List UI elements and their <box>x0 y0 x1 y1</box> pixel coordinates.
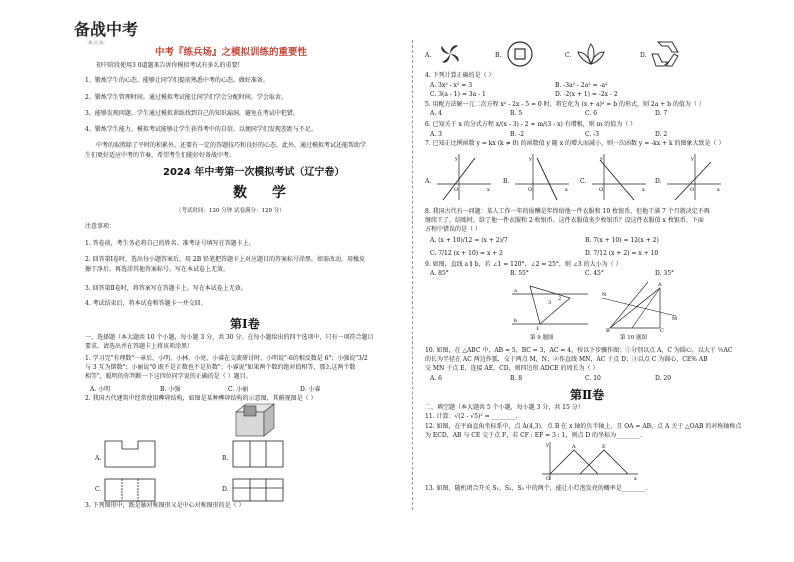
notice-item: 1. 答卷前，考生务必将自己的姓名、准考证号填写在答题卡上。 <box>85 240 255 247</box>
q4-option-c: C. 3(a - 1) = 3a - 1 <box>430 91 486 98</box>
question-7: 7. 已知正比例函数 y = kx (k ≠ 0) 的函数值 y 随 x 的增大而减小，则一次函数 y = -kx + k 的图象大致是（ ） <box>425 140 725 147</box>
figure-9-parallel-lines <box>510 280 590 332</box>
question-1: 与 3 互为倒数"；小丽说"0 既不是正数也不是负数"；小睿说"如果两个数的绝对值相等，那么这两个数 <box>85 364 356 371</box>
page-divider <box>412 40 413 510</box>
svg-text:x: x <box>634 476 637 482</box>
exam-subject: 数 学 <box>233 185 296 201</box>
svg-text:y: y <box>600 156 603 162</box>
section-two-desc: 二、填空题（本大题共 5 个小题，每小题 3 分，共 15 分） <box>425 404 584 411</box>
question-11: 11. 计算：√(2 - √5)² = ________. <box>425 413 518 420</box>
recycle-figure <box>650 40 680 68</box>
svg-text:N: N <box>602 292 607 298</box>
q2-option-c-figure <box>104 478 156 502</box>
svg-text:x: x <box>487 187 490 193</box>
q3-option-d: D. <box>640 52 647 59</box>
svg-text:y: y <box>691 156 694 162</box>
svg-text:O: O <box>690 187 695 193</box>
question-13: 13. 如图，随机闭合开关 S₁、S₂、S₃ 中的两个，能让小灯泡发亮的概率是________. <box>425 485 648 492</box>
svg-text:2: 2 <box>558 296 562 302</box>
q8-option-a: A. (x + 10)/12 = (x + 2)/7 <box>430 237 508 244</box>
q2-option-c: C. <box>95 486 102 493</box>
question-9: 9. 如图，直线 a ∥ b，若 ∠1 = 120°，∠2 = 25°，则 ∠3 的大小为（ ） <box>425 261 622 268</box>
question-8: 方程中错误的是（ ） <box>425 226 481 233</box>
intro-line: 2、锻炼学生管理时间。通过模拟考试能让同学们学会分配时间，学会取舍。 <box>85 94 287 101</box>
notice-item: 4. 考试结束后，将本试卷和答题卡一并交回。 <box>85 300 207 307</box>
q10-option-d: D. 20 <box>655 375 672 382</box>
q5-option-d: D. 7 <box>655 110 668 117</box>
notice-item: 2. 回答第Ⅰ卷时，选出每小题答案后，用 2B 铅笔把答题卡上对应题目的答案标号涂黑。如需改动，用橡皮 <box>85 256 366 263</box>
notice-item: 3. 回答第Ⅱ卷时，将答案写在答题卡上。写在本试卷上无效。 <box>85 285 247 292</box>
q7-graph-d <box>665 152 723 202</box>
q7-option-c: C. <box>580 178 587 185</box>
svg-text:O: O <box>546 476 551 482</box>
q2-option-d: D. <box>222 486 229 493</box>
svg-text:A: A <box>572 444 576 450</box>
question-4: 4. 下列计算正确的是（ ） <box>425 72 495 79</box>
question-8: 继续干了，结账时，给了他一件衣服和 2 枚银币。这件衣服值多少枚银币？设这件衣服值 x 枚银币，下面 <box>425 217 704 224</box>
svg-text:x: x <box>642 187 645 193</box>
q6-option-a: A. 3 <box>430 131 442 138</box>
svg-text:E: E <box>602 444 606 450</box>
q5-option-a: A. 4 <box>430 110 442 117</box>
q8-option-b: B. 7(x + 10) = 12(x + 2) <box>585 237 659 244</box>
svg-text:y: y <box>529 156 532 162</box>
section-one-desc: 要求，请选出并在答题卡上将该项涂黑） <box>85 343 194 350</box>
svg-text:1: 1 <box>536 326 540 332</box>
pinwheel-figure <box>436 40 464 68</box>
q2-option-b-figure <box>232 440 284 468</box>
svg-text:y: y <box>455 156 458 162</box>
brand-logo <box>72 17 140 47</box>
q2-option-a-figure <box>104 440 156 468</box>
svg-text:y: y <box>546 442 549 448</box>
svg-text:x: x <box>717 187 720 193</box>
question-2: 2. 我国古代建筑中经常使用榫卯结构，如图是某种榫卯结构的示意图，其俯视图是（ ） <box>85 395 317 402</box>
svg-text:C: C <box>660 328 664 332</box>
q2-option-d-figure <box>232 478 284 502</box>
svg-text:B: B <box>606 328 610 332</box>
q6-option-d: D. 2 <box>655 131 668 138</box>
q2-option-b: B. <box>222 455 229 462</box>
question-12-coordinate-figure <box>540 440 640 482</box>
question-1: 1. 学习完"有理数"一章后，小明、小林、小亮、小睿在交流研讨时，小明说"-6的相反数是 6"；小强说"3/2 <box>85 355 368 362</box>
q4-option-d: D. -2(x + 1) = -2x - 2 <box>555 91 618 98</box>
question-8: 8. 我国古代有一问题：某人工作一年的报酬是年终给他一件衣服和 10 枚银币，但他干满 7 个月就决定不再 <box>425 208 710 215</box>
svg-text:O: O <box>454 187 459 193</box>
q7-graph-b <box>513 152 571 202</box>
q8-option-c: C. 7/12 (x + 10) = x + 2 <box>430 250 503 257</box>
exam-title: 2024 年中考第一次模拟考试（辽宁卷） <box>163 167 345 178</box>
svg-text:3: 3 <box>548 300 552 306</box>
q8-option-d: D. 7/12 (x + 2) = x + 10 <box>585 250 659 257</box>
q2-option-a: A. <box>95 455 102 462</box>
svg-text:b: b <box>514 318 518 324</box>
question-10: 的长为半径在 AC 两边作弧，交于两点 M，N；②作直线 MN，AC 于点 D；③以点 C 为圆心，CE% AB <box>425 356 708 363</box>
q5-option-c: C. 6 <box>585 110 598 117</box>
q4-option-a: A. 3x² - x² = 3 <box>430 82 473 89</box>
lotus-figure <box>576 42 606 66</box>
svg-text:x: x <box>565 187 568 193</box>
intro-line: 中考的取胜除了平时的积累外，还要有一定的答题技巧和良好的心态。此外，通过模拟考试还能帮助学 <box>96 142 367 149</box>
q3-option-c: C. <box>565 52 572 59</box>
question-1: 相等"，聪明的你判断一下这四位同学说的正确的是（ ）题目。 <box>85 373 252 380</box>
question-12: 12. 如图，在平面直角坐标系中，点 A(4,3)，点 B 在 x 轴的负半轴上，且 OA = AB，点 A 关于 △OAB 的对称轴称点 <box>425 423 742 430</box>
q9-option-b: B. 55° <box>510 270 529 277</box>
figure-10-caption: 第 10 题图 <box>620 335 647 341</box>
q1-option-c: C. 小丽 <box>228 386 249 393</box>
svg-text:O: O <box>528 187 533 193</box>
intro-line: 4、锻炼学生能力。模拟考试能够让学生获得考中的自信，以便同学们发现差距与不足。 <box>85 126 317 133</box>
q7-option-d: D. <box>655 178 662 185</box>
q4-option-b: B. -3a² - 2a² = -a² <box>555 82 608 89</box>
question-3: 3. 下列图形中，既是轴对称图形又是中心对称图形的是（ ） <box>85 502 245 509</box>
q9-option-c: C. 45° <box>585 270 604 277</box>
notice-item: 擦干净后，再选涂其他答案标号。写在本试卷上无效。 <box>85 266 230 273</box>
q10-option-b: B. 8 <box>510 375 523 382</box>
q9-option-a: A. 85° <box>430 270 449 277</box>
notice-title: 注意事项： <box>85 223 116 230</box>
svg-text:· 练 兵 场 ·: · 练 兵 场 · <box>86 40 106 45</box>
q10-option-a: A. 6 <box>430 375 442 382</box>
intro-line: 1、锻炼学生的心态。能够让同学们提前熟悉中考的心态。做好准备。 <box>85 77 269 84</box>
svg-text:备战中考: 备战中考 <box>74 20 139 39</box>
q3-option-b: B. <box>495 52 502 59</box>
intro-line: 3、能够发现问题。学生通过模拟训练找到自己的知识漏洞，避免在考试中犯错。 <box>85 110 299 117</box>
exam-meta: （考试时间：120 分钟 试卷满分：120 分） <box>176 208 285 214</box>
figure-10-triangle <box>600 280 680 332</box>
section-two-title: 第Ⅱ卷 <box>570 388 605 402</box>
svg-text:M: M <box>672 316 678 322</box>
question-10: 交 MN 于点 E，连接 AE，CD，则四边形 ADCE 的周长为（ ） <box>425 365 599 372</box>
intro-line: 初中阶段使用3 0道题来告诉你模拟考试有多么的重要! <box>96 62 240 69</box>
question-12: 为 ECD，AB 与 CE 交于点 F，若 CF : EF = 3 : 1，则点 D 的坐标为________. <box>425 432 643 439</box>
section-one-title: 第Ⅰ卷 <box>230 317 260 331</box>
q6-option-c: C. -3 <box>585 131 600 138</box>
coin-figure <box>506 40 534 68</box>
mortise-tenon-figure <box>232 398 278 440</box>
question-6: 6. 已知关于 x 的分式方程 x/(x - 3) - 2 = m/(3 - x) 有增根，则 m 的值为（ ） <box>425 121 637 128</box>
q9-option-d: D. 35° <box>655 270 675 277</box>
q3-option-a: A. <box>425 52 432 59</box>
figure-9-caption: 第 9 题图 <box>530 335 554 341</box>
q7-graph-a <box>435 152 493 202</box>
q6-option-b: B. -2 <box>510 131 525 138</box>
svg-text:A: A <box>658 282 662 288</box>
q1-option-b: B. 小强 <box>160 386 181 393</box>
q10-option-c: C. 10 <box>585 375 601 382</box>
q1-option-a: A. 小明 <box>90 386 111 393</box>
svg-text:a: a <box>514 288 517 294</box>
intro-line: 生们更好适应中考的节奏，希望考生们能好好备战中考。 <box>85 152 236 159</box>
q7-option-a: A. <box>425 178 432 185</box>
q7-graph-c <box>590 152 648 202</box>
promo-title: 中考『练兵场』之模拟训练的重要性 <box>155 47 308 58</box>
q5-option-b: B. 5 <box>510 110 523 117</box>
q7-option-b: B. <box>503 178 510 185</box>
q1-option-d: D. 小睿 <box>300 386 321 393</box>
section-one-desc: 一、选择题（本大题共 10 个小题，每小题 3 分，共 30 分。在每小题给出的四个选项中，只有一项符合题目 <box>85 334 374 341</box>
question-10: 10. 如图，在 △ABC 中，AB = 5，BC = 3，AC = 4，按以下步骤作图：①分别以点 A，C 为圆心，以大于 ½AC <box>425 347 733 354</box>
question-5: 5. 用配方法解一元二次方程 x² - 2x - 5 = 0 时，将它化为 (x + a)² = b 的形式，则 2a + b 的值为（ ） <box>425 101 705 108</box>
svg-text:O: O <box>599 187 604 193</box>
